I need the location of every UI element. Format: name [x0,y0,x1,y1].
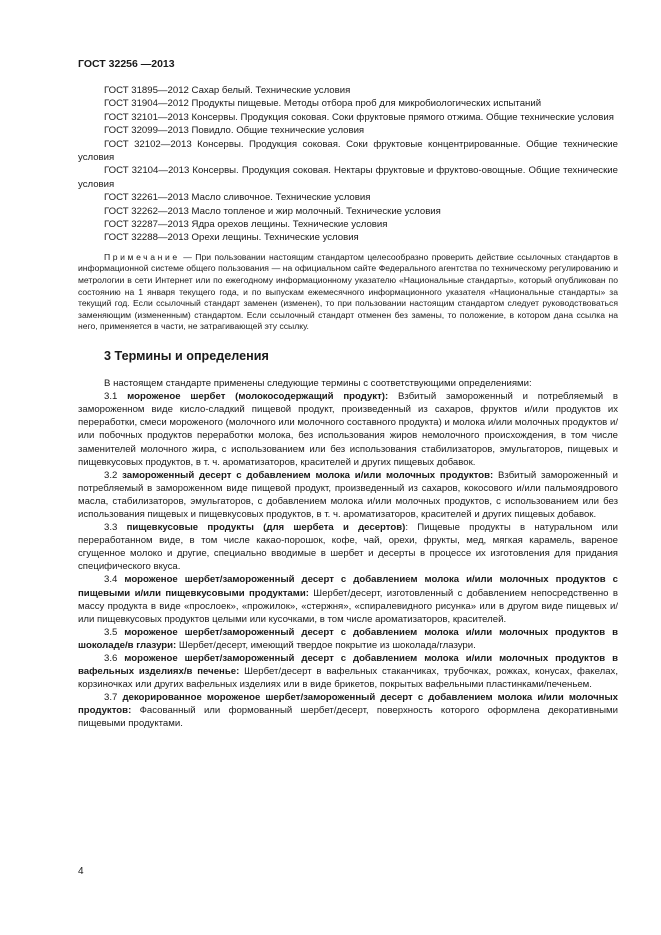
reference-item: ГОСТ 32099—2013 Повидло. Общие технические условия [104,125,365,137]
term-num: 3.5 [104,626,125,638]
term-definition [78,691,618,730]
term-def: Взбитый замороженный и потребляемый в замороженном виде кисло-сладкий пищевой продукт, произведенный из сахаров, фруктов и/или продуктов их переработки, смеси мороженого (молочного или молочного составного продукта) и молока и/или молочных продуктов и/или побочных продуктов переработки молока, без использования жиров немолочного происхождения, в том числе заменителей молочного жира, с использованием или без использования стабилизаторов, эмульгаторов, пищевых и пищевкусовых продуктов, в т. ч. ароматизаторов, красителей и других пищевых добавок. [78,391,618,468]
reference-item: ГОСТ 32104—2013 Консервы. Продукция соковая. Нектары фруктовые и фруктово-овощные. Общие технические условия [78,165,618,190]
term-definition [78,521,618,573]
section-title: 3 Термины и определения [104,349,269,364]
reference-list [78,84,618,245]
reference-item: ГОСТ 31895—2012 Сахар белый. Технические условия [104,85,351,96]
reference-item: ГОСТ 32101—2013 Консервы. Продукция соковая. Соки фруктовые прямого отжима. Общие технические условия [104,111,614,123]
term-num: 3.7 [104,692,123,704]
reference-item: ГОСТ 32262—2013 Масло топленое и жир молочный. Технические условия [104,205,441,217]
note [78,252,618,333]
term-def: Взбитый замороженный и потребляемый в замороженном виде пищевой продукт, произведенный из сахаров, кокосового и/или пальмоядрового масла, стабилизаторов, эмульгаторов, с добавлением молока и/или молочных продуктов, с использованием или без использования пищевых и пищевкусовых продуктов, в т. ч. ароматизаторов, красителей и других пищевых добавок. [78,469,618,520]
note-text: — При пользовании настоящим стандартом целесообразно проверить действие ссылочных стандартов в информационной системе общего пользования — на официальном сайте Федерального агентства по техническому регулированию и метрологии в сети Интернет или по ежегодному информационному указателю «Национальные стандарты», который опубликован по состоянию на 1 января текущего года, и по выпускам ежемесячного информационного указателя «Национальные стандарты» за текущий год. Если ссылочный стандарт заменен (изменен), то при пользовании настоящим стандартом следует руководствоваться заменяющим (измененным) стандартом. Если ссылочный стандарт отменен без замены, то положение, в котором дана ссылка на него, применяется в части, не затрагивающей эту ссылку. [78,251,618,332]
term-definition [78,390,618,469]
term-term: мороженое шербет/замороженный десерт с добавлением молока и/или молочных продуктов в вафельных изделиях/в печенье: [78,653,618,678]
term-num: 3.1 [104,391,128,403]
term-list [78,390,618,730]
term-definition [78,626,618,652]
term-definition [78,652,618,691]
term-def: : Пищевые продукты в натуральном или переработанном виде, в том числе какао-порошок, кофе, чай, орехи, фрукты, мед, мягкая карамель, вареное сгущенное молоко и другие, специально вводимые в шербет и десерты в процессе их изготовления для придания специфического вкуса. [78,522,618,573]
document-header: ГОСТ 32256 —2013 [78,58,175,70]
term-def: Шербет/десерт, изготовленный с добавлением непосредственно в массу продукта в виде «прослоек», «прожилок», «стержня», «спиралевидного рисунка» или в другом виде пищевых и/или пищевкусовых продуктов целыми или кусочками, в том числе ароматизаторов, красителей. [78,587,618,625]
reference-item: ГОСТ 32261—2013 Масло сливочное. Технические условия [104,192,371,204]
term-term: мороженое шербет/замороженный десерт с добавлением молока и/или молочных продуктов в шоколаде/в глазури: [78,626,618,651]
document-page [78,58,618,731]
page-number: 4 [78,866,84,877]
reference-item: ГОСТ 32102—2013 Консервы. Продукция соковая. Соки фруктовые концентрированные. Общие технические условия [78,138,618,164]
reference-item: ГОСТ 32287—2013 Ядра орехов лещины. Технические условия [104,219,388,231]
section-intro: В настоящем стандарте применены следующие термины с соответствующими определениями: [104,378,532,390]
term-definition [78,573,618,625]
note-label: Примечание [104,251,180,262]
term-def: Шербет/десерт в вафельных стаканчиках, трубочках, рожках, конусах, факелах, корзиночках или других вафельных изделиях или в виде брикетов, покрытых вафельными пластинками/печеньем. [78,666,619,691]
term-term: декорированное мороженое шербет/замороженный десерт с добавлением молока и/или молочных продуктов: [78,692,618,717]
term-num: 3.2 [104,469,123,481]
term-term: пищевкусовые продукты (для шербета и десертов) [126,522,406,534]
term-term: мороженое шербет (молокосодержащий продукт): [127,391,389,403]
reference-item: ГОСТ 32288—2013 Орехи лещины. Технические условия [104,232,359,244]
term-num: 3.4 [104,574,125,586]
reference-item: ГОСТ 31904—2012 Продукты пищевые. Методы отбора проб для микробиологических испытаний [104,98,542,110]
term-num: 3.6 [104,653,125,664]
term-term: замороженный десерт с добавлением молока и/или молочных продуктов: [122,469,494,481]
term-definition [78,469,618,521]
term-def: Шербет/десерт, имеющий твердое покрытие из шоколада/глазури. [176,639,476,651]
term-num: 3.3 [104,522,127,534]
term-def: Фасованный или формованный шербет/десерт, поверхность которого оформлена декоративными пищевыми продуктами. [78,705,618,730]
term-term: мороженое шербет/замороженный десерт с добавлением молока и/или молочных продуктов с пищевыми и/или пищевкусовыми продуктами: [78,574,618,599]
